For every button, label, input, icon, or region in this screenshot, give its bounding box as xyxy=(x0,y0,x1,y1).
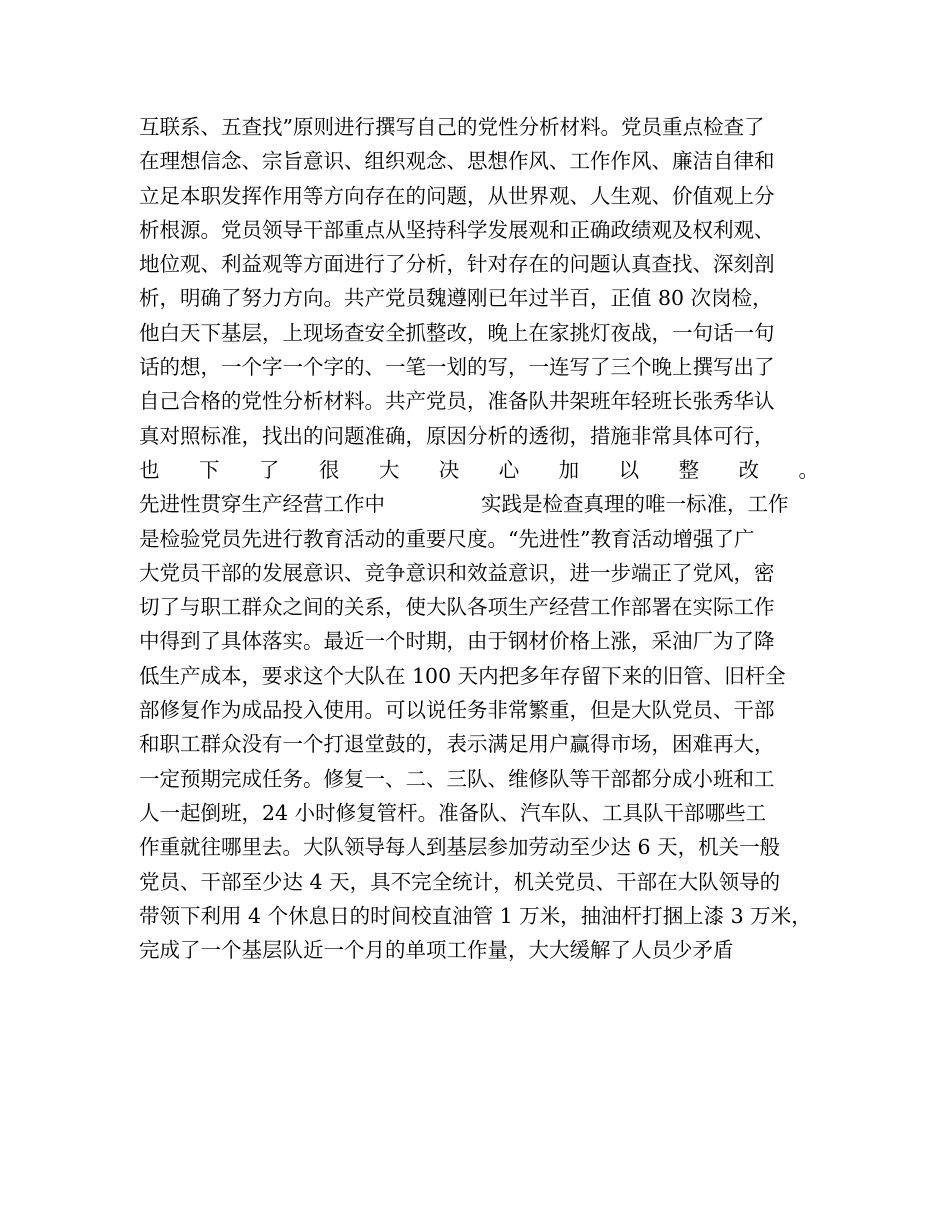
text-line: 话的想，一个字一个字的、一笔一划的写，一连写了三个晚上撰写出了 xyxy=(139,355,775,380)
text-line-continuation: 实践是检查真理的唯一标准，工作 xyxy=(481,492,789,517)
justified-text-line xyxy=(139,453,819,487)
text-line: 低生产成本，要求这个大队在 100 天内把多年存留下来的旧管、旧杆全 xyxy=(139,663,786,688)
text-line: 析，明确了努力方向。共产党员魏遵刚已年过半百，正值 80 次岗检， xyxy=(139,286,773,311)
text-line: 和职工群众没有一个打退堂鼓的，表示满足用户赢得市场，困难再大， xyxy=(139,732,775,757)
text-line: 人一起倒班，24 小时修复管杆。准备队、汽车队、工具队干部哪些工 xyxy=(139,800,767,825)
text-line: 中得到了具体落实。最近一个时期，由于钢材价格上涨，采油厂为了降 xyxy=(139,629,775,654)
text-line: 是检验党员先进行教育活动的重要尺度。“先进性”教育活动增强了广 xyxy=(139,526,755,551)
text-line: 部修复作为成品投入使用。可以说任务非常繁重，但是大队党员、干部 xyxy=(139,698,775,723)
text-line: 在理想信念、宗旨意识、组织观念、思想作风、工作作风、廉洁自律和 xyxy=(139,149,775,174)
spread-char: 整 xyxy=(678,457,700,482)
spread-char: 。 xyxy=(798,457,819,482)
document-body-text xyxy=(139,110,819,967)
text-line: 析根源。党员领导干部重点从坚持科学发展观和正确政绩观及权利观、 xyxy=(139,217,775,242)
text-line: 自己合格的党性分析材料。共产党员，准备队井架班年轻班长张秀华认 xyxy=(139,389,775,414)
spread-char: 了 xyxy=(258,457,280,482)
spread-char: 下 xyxy=(198,457,220,482)
text-line: 完成了一个基层队近一个月的单项工作量，大大缓解了人员少矛盾 xyxy=(139,938,734,963)
text-line: 带领下利用 4 个休息日的时间校直油管 1 万米，抽油杆打捆上漆 3 万米， xyxy=(139,903,812,928)
text-line: 他白天下基层，上现场查安全抓整改，晚上在家挑灯夜战，一句话一句 xyxy=(139,320,775,345)
text-line: 大党员干部的发展意识、竞争意识和效益意识，进一步端正了党风，密 xyxy=(139,560,775,585)
text-line: 一定预期完成任务。修复一、二、三队、维修队等干部都分成小班和工 xyxy=(139,766,775,791)
text-line: 立足本职发挥作用等方向存在的问题，从世界观、人生观、价值观上分 xyxy=(139,183,775,208)
section-heading: 先进性贯穿生产经营工作中 xyxy=(139,492,385,517)
spread-char: 大 xyxy=(378,457,400,482)
spread-char: 很 xyxy=(318,457,340,482)
spread-char: 以 xyxy=(618,457,640,482)
text-line: 互联系、五查找”原则进行撰写自己的党性分析材料。党员重点检查了 xyxy=(139,115,765,139)
spread-char: 心 xyxy=(498,457,520,482)
text-line: 党员、干部至少达 4 天，具不完全统计，机关党员、干部在大队领导的 xyxy=(139,869,781,894)
text-line: 地位观、利益观等方面进行了分析，针对存在的问题认真查找、深刻剖 xyxy=(139,252,775,277)
spread-char: 改 xyxy=(738,457,760,482)
text-line: 真对照标准，找出的问题准确，原因分析的透彻，措施非常具体可行， xyxy=(139,423,775,448)
section-heading-line xyxy=(139,487,819,521)
text-line: 切了与职工群众之间的关系，使大队各项生产经营工作部署在实际工作 xyxy=(139,595,775,620)
spread-char: 决 xyxy=(438,457,460,482)
spread-char: 加 xyxy=(558,457,580,482)
text-line: 作重就往哪里去。大队领导每人到基层参加劳动至少达 6 天，机关一般 xyxy=(139,835,781,860)
spread-char: 也 xyxy=(139,457,160,482)
